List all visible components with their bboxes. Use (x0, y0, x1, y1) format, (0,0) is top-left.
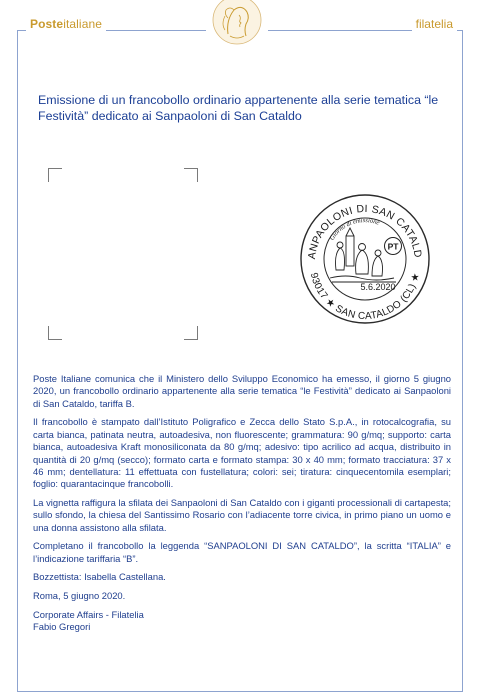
postmark-date: 5.6.2020 (360, 282, 396, 292)
crop-mark-bottom-right (184, 326, 198, 340)
place-date: Roma, 5 giugno 2020. (33, 590, 126, 602)
designer-credit: Bozzettista: Isabella Castellana. (33, 571, 166, 583)
postmark-top-text: ANPAOLONI DI SAN CATALD (305, 202, 424, 260)
postmark-stamp-icon (296, 190, 434, 328)
crop-mark-top-right (184, 168, 198, 182)
page-title: Emissione di un francobollo ordinario appartenente alla serie tematica “le Festività” dedicato ai Sanpaoloni di San Cataldo (38, 93, 439, 123)
postmark-bottom-text: 93017 ★ SAN CATALDO (CL) ★ (307, 271, 423, 323)
procession-figures-icon (330, 228, 396, 282)
paragraph-announcement: Poste Italiane comunica che il Ministero dello Sviluppo Economico ha emesso, il giorno 5 giugno 2020, un francobollo ordinario appartenente alla serie tematica “le Festività” dedicato ai Sanpaoloni di San Cataldo, tariffa B. (33, 373, 451, 409)
signature-department: Corporate Affairs - Filatelia (33, 608, 144, 620)
poste-italiane-emblem (206, 0, 268, 48)
postmark-inner-text: Giorno di emissione (328, 217, 381, 242)
filatelia-label: filatelia (412, 17, 457, 31)
paragraph-vignette-description: La vignetta raffigura la sfilata dei Sanpaoloni di San Cataldo con i giganti processionali di cartapesta; sullo sfondo, la chiesa del Santissimo Rosario con l’adiacente torre civica, in primo piano un uomo e una donna assistono alla sfilata. (33, 497, 451, 533)
postmark-cancellation (296, 190, 434, 328)
crop-mark-bottom-left (48, 326, 62, 340)
paragraph-legend: Completano il francobollo la leggenda “SANPAOLONI DI SAN CATALDO”, la scritta “ITALIA” e l’indicazione tariffaria “B”. (33, 540, 451, 564)
female-head-emblem-icon (206, 0, 268, 48)
stamp-placeholder (48, 168, 198, 340)
crop-mark-top-left (48, 168, 62, 182)
paragraph-technical-specs: Il francobollo è stampato dall’Istituto Poligrafico e Zecca dello Stato S.p.A., in rotocalcografia, su carta bianca, patinata neutra, autoadesiva, non fluorescente; grammatura: 90 g/mq; supporto: carta bianca, autoadesiva Kraft monosiliconata da 80 g/mq; adesivo: tipo acrilico ad acqua, distribuito in quantità di 20 g/mq (secco); formato carta e formato stampa: 30 x 40 mm; formato tracciatura: 37 x 46 mm; dentellatura: 11 effettuata con fustellatura; colori: sei; tiratura: cinquecentomila esemplari; foglio: quarantacinque francobolli. (33, 416, 451, 490)
pt-badge-label: PT (387, 241, 399, 252)
poste-italiane-logo-text: Posteitaliane (26, 17, 106, 31)
signature-name: Fabio Gregori (33, 621, 91, 633)
announcement-body (33, 373, 451, 633)
